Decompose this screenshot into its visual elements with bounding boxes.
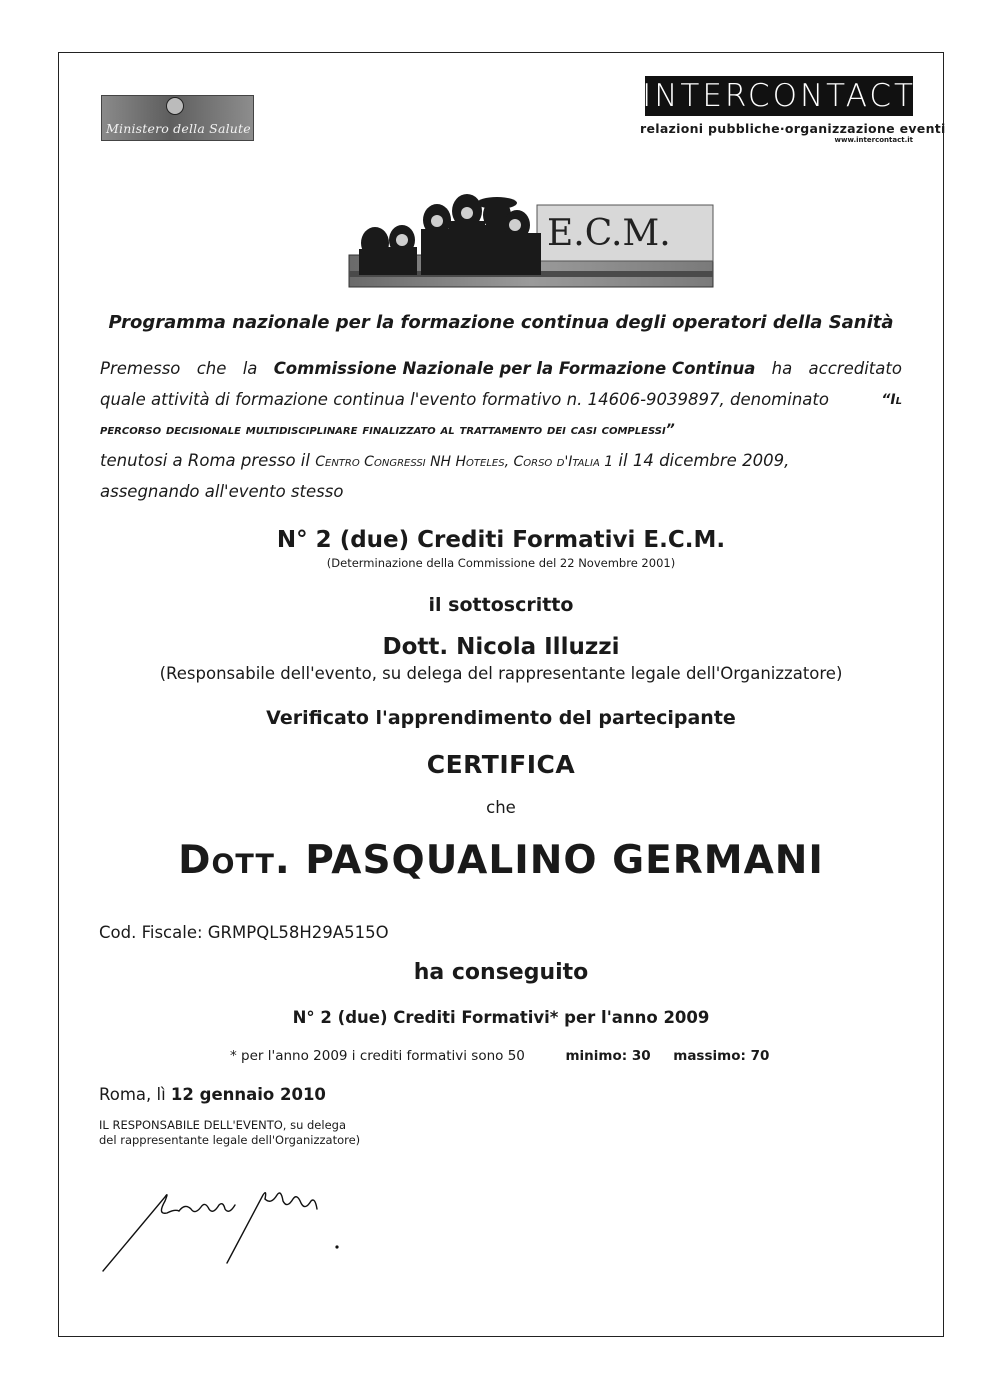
signatory-line2: del rappresentante legale dell'Organizzatore) [99, 1133, 361, 1147]
signatory-line1: IL RESPONSABILE DELL'EVENTO, su delega [99, 1118, 347, 1132]
intercontact-tagline: relazioni pubbliche·organizzazione eventi [640, 121, 946, 136]
ministero-logo [101, 95, 254, 141]
text: che [196, 359, 227, 378]
credits-year: N° 2 (due) Crediti Formativi* per l'anno 2009 [292, 1008, 710, 1027]
certifica-heading: CERTIFICA [426, 750, 576, 779]
date-value: 12 gennaio 2010 [170, 1085, 326, 1104]
verified-label: Verificato l'apprendimento del partecipante [266, 707, 736, 729]
ministero-logo-text: Ministero della Salute [106, 121, 251, 136]
event-date: il 14 dicembre 2009, [618, 450, 790, 470]
intercontact-logo-text: INTERCONTACT [642, 78, 916, 114]
commission-name: Commissione Nazionale per la Formazione Continua [273, 359, 756, 378]
text: ha [771, 359, 793, 378]
participant-name [58, 838, 944, 883]
responsible-role: (Responsabile dell'evento, su delega del rappresentante legale dell'Organizzatore) [159, 664, 843, 683]
footnote-minimo: minimo: 30 [565, 1048, 651, 1064]
date-line [99, 1085, 326, 1104]
participant-title: Dott. [178, 838, 291, 883]
responsible-name: Dott. Nicola Illuzzi [382, 634, 620, 660]
text: la [242, 359, 258, 378]
credits-footnote [230, 1048, 769, 1064]
text: assegnando all'evento stesso [100, 482, 344, 501]
people-group-icon [359, 194, 541, 275]
signature [95, 1175, 355, 1285]
event-title: percorso decisionale multidisciplinare finalizzato al trattamento dei casi complessi” [100, 422, 675, 438]
signature-text: Nicola Illuzzi [95, 1175, 102, 1176]
participant-fullname: PASQUALINO GERMANI [305, 838, 824, 883]
footnote-massimo: massimo: 70 [673, 1048, 770, 1064]
text: quale attività di formazione continua l'evento formativo n. 14606-9039897, denominato [100, 389, 829, 409]
event-venue: Centro Congressi NH Hoteles, Corso d'Italia 1 [315, 453, 614, 470]
intercontact-logo [642, 76, 916, 116]
footnote-text: * per l'anno 2009 i crediti formativi sono 50 [230, 1048, 525, 1064]
date-prefix: Roma, lì [99, 1085, 166, 1104]
text: Premesso [100, 359, 181, 378]
ecm-banner [347, 185, 715, 289]
determination-note: (Determinazione della Commissione del 22 Novembre 2001) [326, 556, 676, 570]
text: tenutosi a Roma presso il [100, 450, 310, 470]
intercontact-url: www.intercontact.it [834, 136, 913, 144]
program-title: Programma nazionale per la formazione continua degli operatori della Sanità [108, 312, 894, 333]
credits-heading: N° 2 (due) Crediti Formativi E.C.M. [276, 527, 726, 553]
signatory-label [99, 1118, 360, 1148]
event-title-start: “Il [881, 391, 902, 408]
ha-conseguito-label: ha conseguito [413, 960, 589, 985]
codice-fiscale: Cod. Fiscale: GRMPQL58H29A515O [99, 923, 389, 942]
sottoscritto-label: il sottoscritto [428, 594, 574, 616]
ecm-logo-text: E.C.M. [547, 213, 671, 254]
emblem-icon [166, 97, 184, 115]
text: accreditato [808, 359, 902, 378]
accreditation-paragraph [100, 354, 902, 508]
che-label: che [486, 798, 516, 817]
